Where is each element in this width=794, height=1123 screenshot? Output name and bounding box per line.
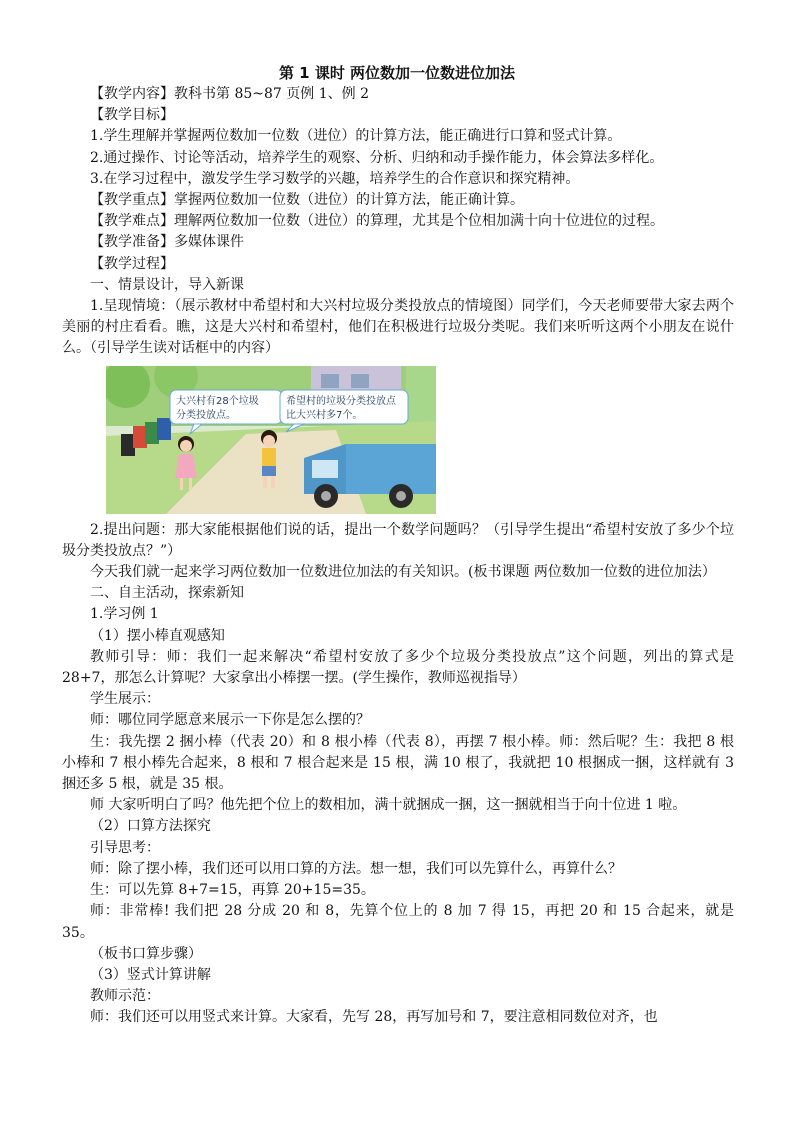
example-1-heading: 1.学习例 1 <box>90 606 159 623</box>
teaching-content-line: 【教学内容】教科书第 85~87 页例 1、例 2 <box>90 86 369 102</box>
section-2-heading: 二、自主活动，探索新知 <box>90 585 244 602</box>
student-answer-paragraph: 生：我先摆 2 捆小棒（代表 20）和 8 根小棒（代表 8），再摆 7 根小棒。师：然后呢？生：我把 8 根小棒和 7 根小棒先合起来，8 根和 7 根合起来是 15 根，满 10 根了，我就把 10 根捆成一捆，这样就有 3 捆还多 5 根，就是 35 根。 <box>62 733 734 793</box>
section-1-heading: 一、情景设计，导入新课 <box>90 276 244 293</box>
difficulty-line: 【教学难点】理解两位数加一位数（进位）的算理，尤其是个位相加满十向十位进位的过程。 <box>90 213 664 230</box>
process-heading: 【教学过程】 <box>90 255 174 272</box>
boy-bubble-line-1: 希望村的垃圾分类投放点 <box>286 395 396 407</box>
board-note: （板书口算步骤） <box>90 945 202 962</box>
goal-1: 1.学生理解并掌握两位数加一位数（进位）的计算方法，能正确进行口算和竖式计算。 <box>90 128 622 145</box>
subsection-1-heading: （1）摆小棒直观感知 <box>90 627 225 644</box>
teacher-ask-line: 师：哪位同学愿意来展示一下你是怎么摆的？ <box>90 712 370 729</box>
preparation-line: 【教学准备】多媒体课件 <box>90 234 244 251</box>
subsection-3-heading: （3）竖式计算讲解 <box>90 966 211 983</box>
goal-3: 3.在学习过程中，激发学生学习数学的兴趣，培养学生的合作意识和探究精神。 <box>90 170 580 187</box>
girl-bubble-line-1: 大兴村有28个垃圾 <box>176 395 259 407</box>
goal-2: 2.通过操作、讨论等活动，培养学生的观察、分析、归纳和动手操作能力，体会算法多样化。 <box>90 149 664 166</box>
teacher-summary-paragraph: 师 大家听明白了吗？他先把个位上的数相加，满十就捆成一捆，这一捆就相当于向十位进 1 啦。 <box>90 797 687 814</box>
student-answer-2: 生：可以先算 8+7=15，再算 20+15=35。 <box>90 882 375 899</box>
teacher-vertical-paragraph: 师：我们还可以用竖式来计算。大家看，先写 28，再写加号和 7，要注意相同数位对齐，也 <box>90 1009 658 1026</box>
section-1-paragraph-3: 今天我们就一起来学习两位数加一位数进位加法的有关知识。(板书课题 两位数加一位数的进位加法） <box>90 564 716 581</box>
teacher-praise-paragraph: 师：非常棒! 我们把 28 分成 20 和 8，先算个位上的 8 加 7 得 15，再把 20 和 15 合起来，就是 35。 <box>62 903 734 941</box>
teacher-guide-1: 教师引导：师：我们一起来解决“希望村安放了多少个垃圾分类投放点”这个问题，列出的算式是 28+7，那怎么计算呢？大家拿出小棒摆一摆。(学生操作，教师巡视指导） <box>62 648 734 687</box>
girl-bubble-line-2: 分类投放点。 <box>176 409 236 421</box>
student-show-label: 学生展示： <box>90 691 160 708</box>
subsection-2-heading: （2）口算方法探究 <box>90 818 211 835</box>
goals-heading: 【教学目标】 <box>90 107 174 124</box>
scene-svg <box>106 366 436 514</box>
lesson-title: 第 1 课时 两位数加一位数进位加法 <box>278 64 516 82</box>
boy-bubble-line-2: 比大兴村多7个。 <box>286 409 363 421</box>
teacher-demo-label: 教师示范： <box>90 988 160 1005</box>
section-1-paragraph-2: 2.提出问题：那大家能根据他们说的话，提出一个数学问题吗？（引导学生提出“希望村安放了多少个垃圾分类投放点？”） <box>62 521 734 559</box>
teacher-question-2: 师：除了摆小棒，我们还可以用口算的方法。想一想，我们可以先算什么，再算什么？ <box>90 860 622 877</box>
guide-thinking-label: 引导思考： <box>90 839 160 856</box>
document-body <box>62 84 734 1029</box>
key-point-line: 【教学重点】掌握两位数加一位数（进位）的计算方法，能正确计算。 <box>90 192 524 209</box>
village-scene-illustration <box>106 366 436 514</box>
section-1-paragraph-1: 1.呈现情境：（展示教材中希望村和大兴村垃圾分类投放点的情境图）同学们，今天老师要带大家去两个美丽的村庄看看。瞧，这是大兴村和希望村，他们在积极进行垃圾分类呢。我们来听听这两个小朋友在说什么。（引导学生读对话框中的内容） <box>62 298 734 357</box>
